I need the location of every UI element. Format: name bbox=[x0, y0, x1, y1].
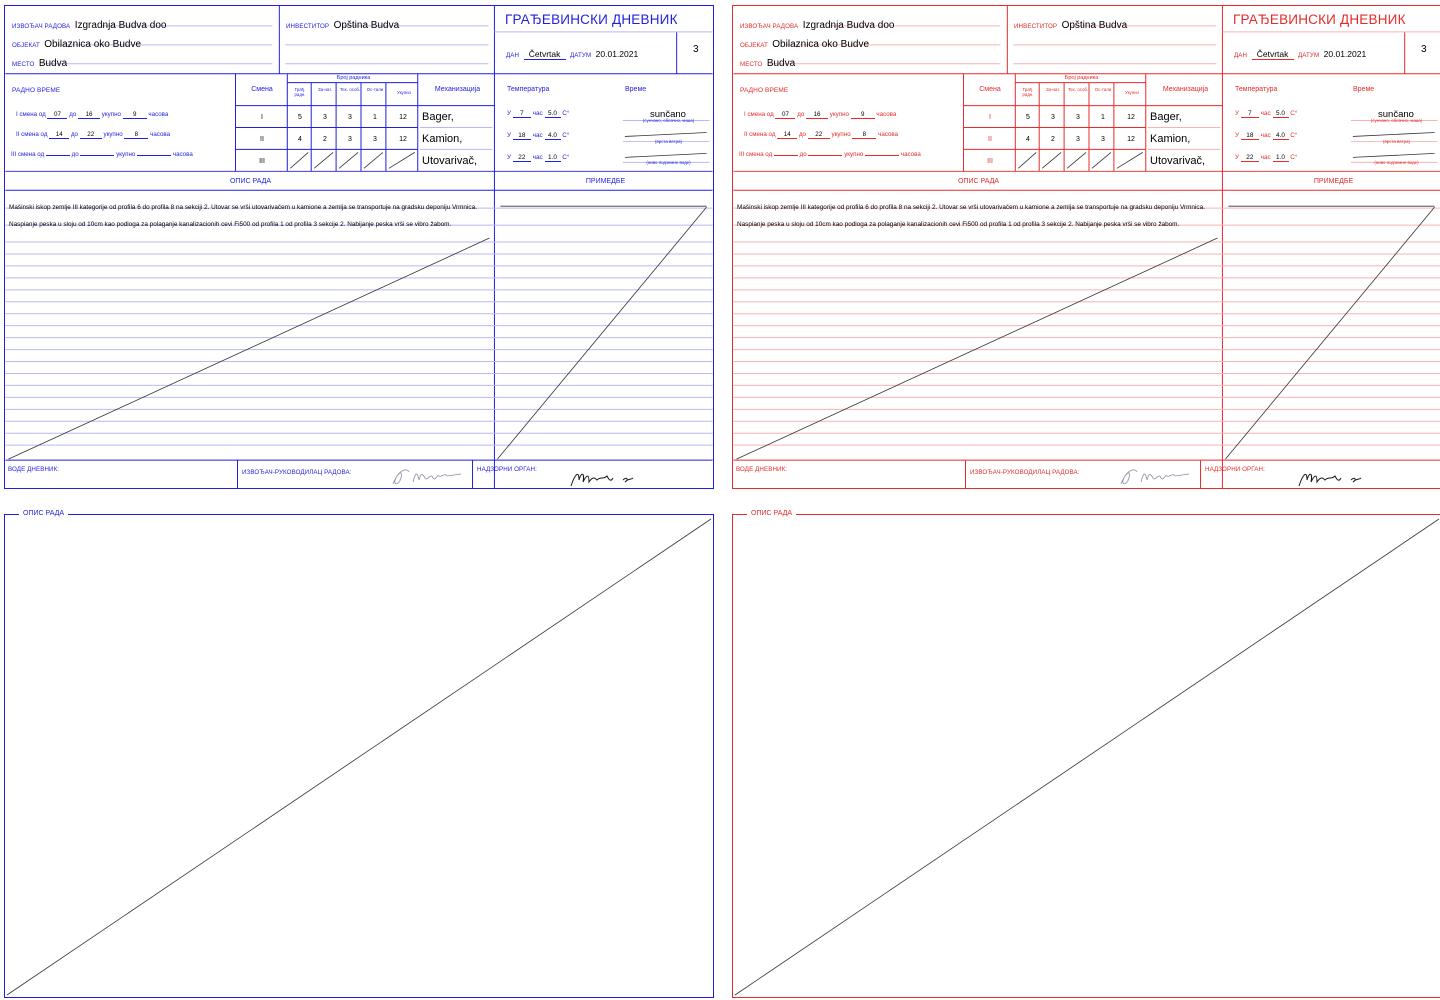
back-legend: ОПИС РАДА bbox=[747, 510, 796, 517]
row-I-col-3: 3 bbox=[1076, 114, 1080, 121]
remarks-header: ПРИМЕДБЕ bbox=[1313, 178, 1354, 185]
shift-row-2: II смена од 14 до 22 укупно 8 часова bbox=[16, 131, 171, 138]
col-header-4: Ос-тали bbox=[1094, 87, 1112, 92]
description-text: Mašinski iskop zemlje III kategorije od profila 6 do profila 8 na sekciji 2. Utovar se vrši utovarivačem u kamione a zemlja se transportuje na gradsku deponiju Vrmnica. Naspianje peska u sloju od 10cm kao podloga za polaganje kanalizacionih cevi Fi500 od profila 1 od profila 3 sekcije 2. Nabijanje peska vrši se vibro žabom. bbox=[9, 204, 477, 229]
day-label: ДАН bbox=[1234, 52, 1248, 59]
shift-III: III bbox=[987, 158, 993, 165]
description-text: Mašinski iskop zemlje III kategorije od profila 6 do profila 8 na sekciji 2. Utovar se vrši utovarivačem u kamione a zemlja se transportuje na gradsku deponiju Vrmnica. Naspianje peska u sloju od 10cm kao podloga za polaganje kanalizacionih cevi Fi500 od profila 1 od profila 3 sekcije 2. Nabijanje peska vrši se vibro žabom. bbox=[737, 204, 1205, 229]
place-value: Budva bbox=[38, 58, 68, 69]
shift-row-1: I смена од 07 до 16 укупно 9 часова bbox=[16, 111, 169, 118]
row-II-col-5: 12 bbox=[399, 136, 407, 143]
row-I-col-4: 1 bbox=[373, 114, 377, 121]
work-time-title: РАДНО ВРЕМЕ bbox=[740, 87, 789, 94]
shift-row-1: I смена од 07 до 16 укупно 9 часова bbox=[744, 111, 897, 118]
weather-header: Време bbox=[625, 86, 647, 93]
page-number: 3 bbox=[1421, 44, 1427, 55]
keeper-label: ВОДЕ ДНЕВНИК: bbox=[736, 466, 788, 473]
shift-I: I bbox=[989, 114, 991, 121]
shift-II: II bbox=[988, 136, 992, 143]
workers-header: Број радника bbox=[336, 75, 371, 81]
place-label: МЕСТО bbox=[740, 61, 763, 68]
row-I-col-5: 12 bbox=[1127, 114, 1135, 121]
date-value: 20.01.2021 bbox=[1323, 49, 1367, 59]
back-strike-line bbox=[733, 515, 1440, 997]
date-value: 20.01.2021 bbox=[595, 49, 639, 59]
wind-hint: (врста ветра) bbox=[655, 139, 682, 144]
object-value: Obilaznica oko Budve bbox=[44, 39, 142, 50]
mechanization-1: Bager, bbox=[1150, 111, 1182, 123]
place-label: МЕСТО bbox=[12, 61, 35, 68]
object-label: ОБЈЕКАТ bbox=[740, 42, 768, 49]
condition-hint: (сунчано, облачно, киша) bbox=[642, 118, 695, 123]
temp-reading-1: У 7 час 5.0 C° bbox=[1235, 110, 1298, 117]
temp-reading-1: У 7 час 5.0 C° bbox=[507, 110, 570, 117]
col-header-2: За-нат. bbox=[1045, 87, 1061, 92]
col-header-2: За-нат. bbox=[317, 87, 333, 92]
row-II-col-1: 4 bbox=[298, 136, 302, 143]
shift-III: III bbox=[259, 158, 265, 165]
mechanization-2: Kamion, bbox=[1150, 133, 1191, 145]
day-label: ДАН bbox=[506, 52, 520, 59]
back-strike-line bbox=[5, 515, 713, 997]
supervisor-signature bbox=[567, 466, 647, 490]
mechanization-3: Utovarivač, bbox=[1150, 155, 1206, 167]
row-II-col-4: 3 bbox=[1101, 136, 1105, 143]
supervisor-signature bbox=[1295, 466, 1375, 490]
row-I-col-1: 5 bbox=[298, 114, 302, 121]
row-II-col-3: 3 bbox=[348, 136, 352, 143]
manager-label: ИЗВОЂАЧ-РУКОВОДИЛАЦ РАДОВА: bbox=[242, 469, 352, 476]
supervisor-label: НАДЗОРНИ ОРГАН: bbox=[1205, 466, 1265, 473]
manager-label: ИЗВОЂАЧ-РУКОВОДИЛАЦ РАДОВА: bbox=[970, 469, 1080, 476]
day-value: Četvrtak bbox=[1252, 50, 1294, 60]
shift-row-2: II смена од 14 до 22 укупно 8 часова bbox=[744, 131, 899, 138]
row-I-col-5: 12 bbox=[399, 114, 407, 121]
investor-label: ИНВЕСТИТОР bbox=[286, 23, 330, 30]
shift-header: Смена bbox=[979, 86, 1001, 93]
workers-header: Број радника bbox=[1064, 75, 1099, 81]
contractor-label: ИЗВОЂАЧ РАДОВА bbox=[740, 23, 799, 30]
diary-title: ГРАЂЕВИНСКИ ДНЕВНИК bbox=[505, 12, 678, 27]
row-II-col-2: 2 bbox=[1051, 136, 1055, 143]
mechanization-3: Utovarivač, bbox=[422, 155, 478, 167]
col-header-3: Тех. особ. bbox=[339, 87, 361, 92]
col-header-5: Укупно bbox=[1124, 90, 1139, 95]
row-II-col-1: 4 bbox=[1026, 136, 1030, 143]
row-II-col-2: 2 bbox=[323, 136, 327, 143]
diary-sheet-red bbox=[732, 5, 1440, 489]
temp-reading-2: У 18 час 4.0 C° bbox=[1235, 132, 1298, 139]
condition-hint: (сунчано, облачно, киша) bbox=[1370, 118, 1423, 123]
col-header-3: Тех. особ. bbox=[1067, 87, 1089, 92]
weather-condition: sunčano bbox=[650, 109, 686, 120]
shift-row-3: III смена од до укупно часова bbox=[11, 151, 193, 158]
description-header: ОПИС РАДА bbox=[229, 178, 272, 185]
temperature-header: Температура bbox=[1235, 86, 1278, 93]
remarks-header: ПРИМЕДБЕ bbox=[585, 178, 626, 185]
temp-reading-2: У 18 час 4.0 C° bbox=[507, 132, 570, 139]
diary-sheet-blue bbox=[4, 5, 714, 489]
mechanization-2: Kamion, bbox=[422, 133, 463, 145]
water-hint: (ниво подземне воде) bbox=[1374, 160, 1419, 165]
weather-condition: sunčano bbox=[1378, 109, 1414, 120]
col-header-1: Грађ. радн. bbox=[1022, 87, 1034, 97]
back-legend: ОПИС РАДА bbox=[19, 510, 68, 517]
row-II-col-5: 12 bbox=[1127, 136, 1135, 143]
diary-title: ГРАЂЕВИНСКИ ДНЕВНИК bbox=[1233, 12, 1406, 27]
weather-header: Време bbox=[1353, 86, 1375, 93]
row-I-col-3: 3 bbox=[348, 114, 352, 121]
temp-reading-3: У 22 час 1.0 C° bbox=[1235, 154, 1298, 161]
object-label: ОБЈЕКАТ bbox=[12, 42, 40, 49]
manager-signature bbox=[1115, 464, 1195, 488]
contractor-value: Izgradnja Budva doo bbox=[802, 20, 895, 31]
temperature-header: Температура bbox=[507, 86, 550, 93]
work-time-title: РАДНО ВРЕМЕ bbox=[12, 87, 61, 94]
shift-II: II bbox=[260, 136, 264, 143]
shift-row-3: III смена од до укупно часова bbox=[739, 151, 921, 158]
investor-value: Opština Budva bbox=[1061, 20, 1128, 31]
wind-hint: (врста ветра) bbox=[1383, 139, 1410, 144]
row-I-col-2: 3 bbox=[323, 114, 327, 121]
day-value: Četvrtak bbox=[524, 50, 566, 60]
place-value: Budva bbox=[766, 58, 796, 69]
col-header-5: Укупно bbox=[396, 90, 411, 95]
date-label: ДАТУМ bbox=[1298, 52, 1320, 59]
row-II-col-4: 3 bbox=[373, 136, 377, 143]
contractor-value: Izgradnja Budva doo bbox=[74, 20, 167, 31]
date-label: ДАТУМ bbox=[570, 52, 592, 59]
temp-reading-3: У 22 час 1.0 C° bbox=[507, 154, 570, 161]
object-value: Obilaznica oko Budve bbox=[772, 39, 870, 50]
back-sheet-blue bbox=[4, 510, 714, 998]
investor-label: ИНВЕСТИТОР bbox=[1014, 23, 1058, 30]
shift-header: Смена bbox=[251, 86, 273, 93]
keeper-label: ВОДЕ ДНЕВНИК: bbox=[8, 466, 60, 473]
contractor-label: ИЗВОЂАЧ РАДОВА bbox=[12, 23, 71, 30]
page-number: 3 bbox=[693, 44, 699, 55]
mechanization-header: Механизација bbox=[434, 86, 481, 93]
shift-I: I bbox=[261, 114, 263, 121]
description-header: ОПИС РАДА bbox=[957, 178, 1000, 185]
manager-signature bbox=[387, 464, 467, 488]
row-I-col-1: 5 bbox=[1026, 114, 1030, 121]
row-I-col-4: 1 bbox=[1101, 114, 1105, 121]
back-sheet-red bbox=[732, 510, 1440, 998]
col-header-4: Ос-тали bbox=[366, 87, 384, 92]
mechanization-header: Механизација bbox=[1162, 86, 1209, 93]
row-I-col-2: 3 bbox=[1051, 114, 1055, 121]
supervisor-label: НАДЗОРНИ ОРГАН: bbox=[477, 466, 537, 473]
row-II-col-3: 3 bbox=[1076, 136, 1080, 143]
mechanization-1: Bager, bbox=[422, 111, 454, 123]
investor-value: Opština Budva bbox=[333, 20, 400, 31]
col-header-1: Грађ. радн. bbox=[294, 87, 306, 97]
water-hint: (ниво подземне воде) bbox=[646, 160, 691, 165]
